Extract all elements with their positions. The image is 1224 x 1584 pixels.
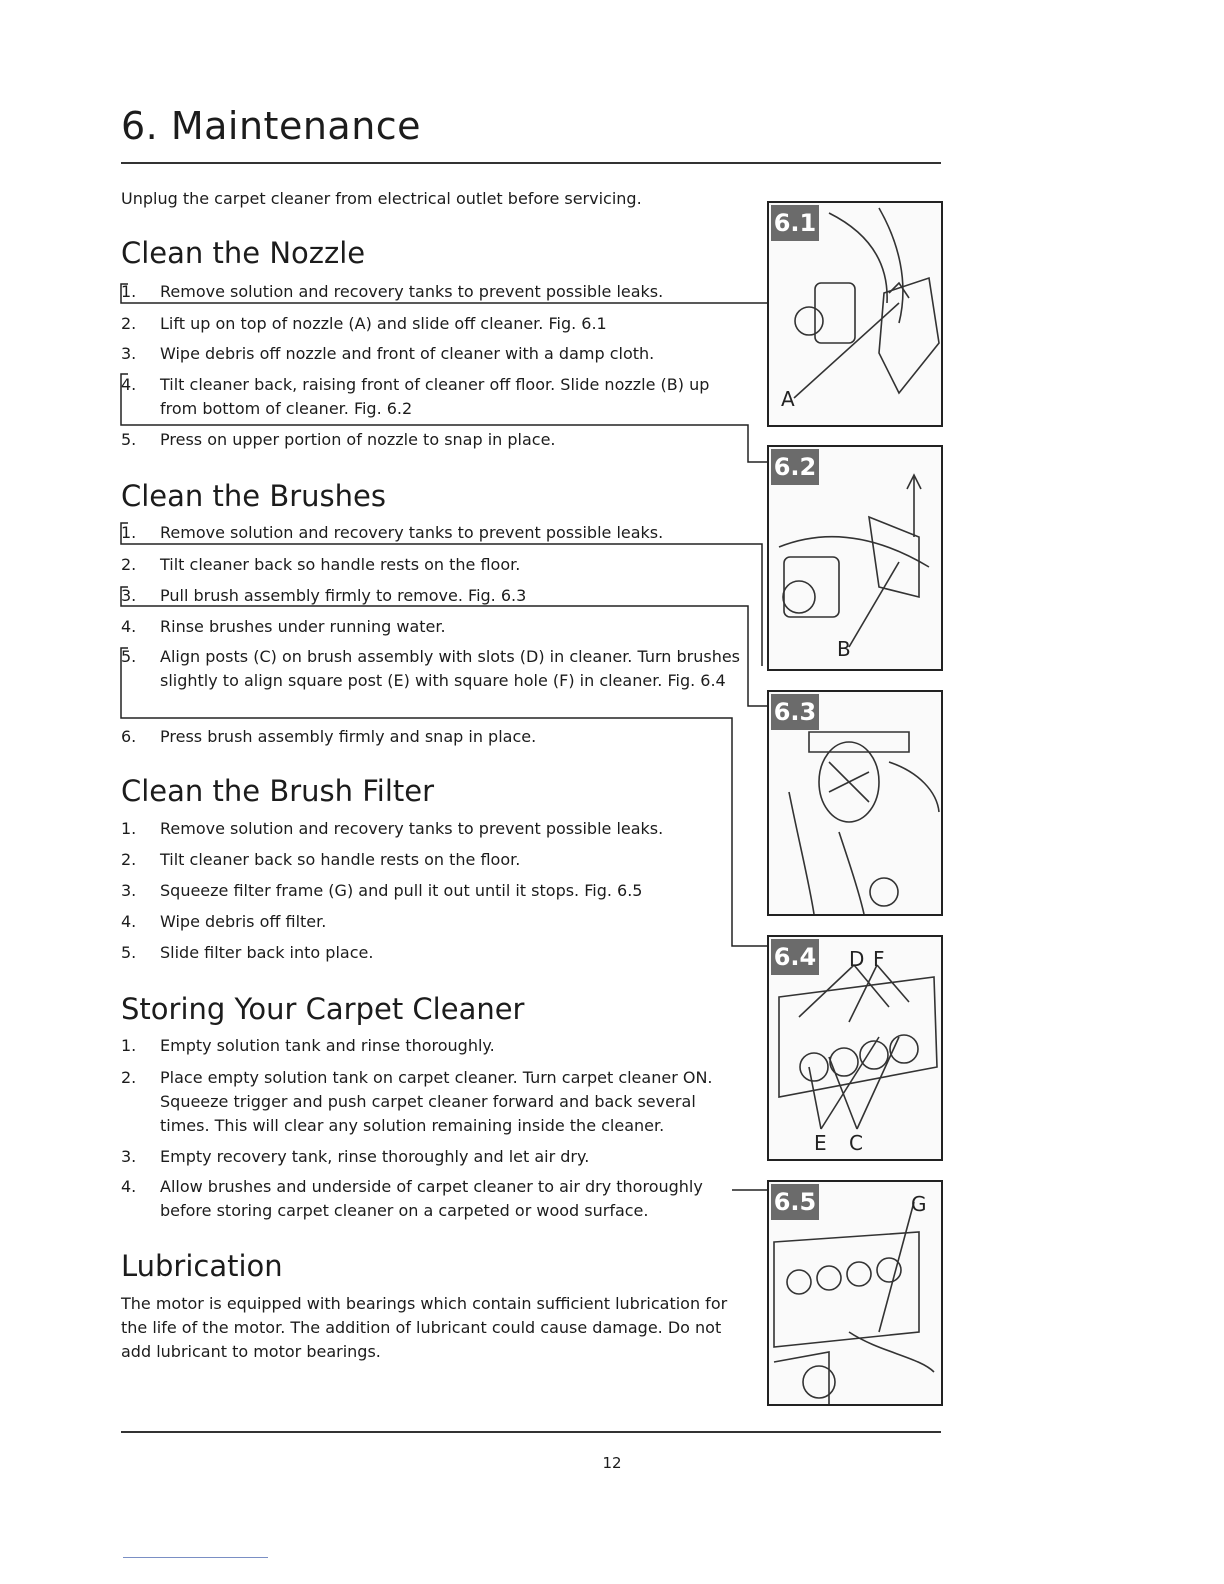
step-text: Squeeze filter frame (G) and pull it out until it stops. Fig. 6.5 [160,881,643,900]
figure-badge: 6.4 [771,939,819,975]
figure-badge: 6.3 [771,694,819,730]
figure-label: G [911,1192,927,1216]
step-text: Slide filter back into place. [160,943,374,962]
figure-6-2 [767,445,943,671]
step-number: 2. [121,314,137,333]
figure-badge: 6.2 [771,449,819,485]
figure-6-3 [767,690,943,916]
step-number: 1. [121,523,137,542]
figure-6-5 [767,1180,943,1406]
figure-label: A [781,387,795,411]
step-number: 2. [121,1068,137,1087]
step-number: 1. [121,819,137,838]
step-number: 4. [121,375,137,394]
step-text: Wipe debris off nozzle and front of cleaner with a damp cloth. [160,344,655,363]
step-number: 6. [121,727,137,746]
step-number: 3. [121,881,137,900]
step-number: 3. [121,1147,137,1166]
step-text: Remove solution and recovery tanks to prevent possible leaks. [160,523,664,542]
step-text: Press on upper portion of nozzle to snap in place. [160,430,556,449]
heading-clean-brush-filter: Clean the Brush Filter [121,774,435,808]
step-number: 5. [121,430,137,449]
step-number: 5. [121,647,137,666]
figure-badge: 6.1 [771,205,819,241]
step-number: 5. [121,943,137,962]
step-text: Wipe debris off filter. [160,912,327,931]
figure-badge: 6.5 [771,1184,819,1220]
intro-warning: Unplug the carpet cleaner from electrical outlet before servicing. [121,189,642,208]
step-text: Align posts (C) on brush assembly with slots (D) in cleaner. Turn brushes slightly to align square post (E) with square hole (F) in cleaner. Fig. 6.4 [160,647,741,690]
footnote-divider [123,1557,268,1558]
step-text: Empty solution tank and rinse thoroughly. [160,1036,495,1055]
step-number: 2. [121,555,137,574]
step-number: 4. [121,617,137,636]
figure-label: C [849,1131,863,1155]
step-number: 2. [121,850,137,869]
step-text: Pull brush assembly firmly to remove. Fig. 6.3 [160,586,527,605]
figure-6-1 [767,201,943,427]
footer-divider [121,1431,941,1433]
step-text: Empty recovery tank, rinse thoroughly and let air dry. [160,1147,590,1166]
lubrication-text: The motor is equipped with bearings which contain sufficient lubrication for the life of the motor. The addition of lubricant could cause damage. Do not add lubricant to motor bearings. [121,1294,728,1361]
heading-storing: Storing Your Carpet Cleaner [121,992,525,1026]
heading-clean-nozzle: Clean the Nozzle [121,236,366,270]
step-text: Remove solution and recovery tanks to prevent possible leaks. [160,282,664,301]
step-text: Tilt cleaner back so handle rests on the floor. [160,555,521,574]
step-number: 1. [121,282,137,301]
page-title: 6. Maintenance [121,104,422,148]
step-number: 1. [121,1036,137,1055]
figure-label: D [849,947,865,971]
step-text: Press brush assembly firmly and snap in place. [160,727,537,746]
step-text: Rinse brushes under running water. [160,617,446,636]
step-number: 3. [121,344,137,363]
step-text: Place empty solution tank on carpet cleaner. Turn carpet cleaner ON. Squeeze trigger and push carpet cleaner forward and back several times. This will clear any solution remaining inside the cleaner. [160,1068,713,1135]
step-text: Tilt cleaner back so handle rests on the floor. [160,850,521,869]
step-text: Tilt cleaner back, raising front of cleaner off floor. Slide nozzle (B) up from bottom of cleaner. Fig. 6.2 [160,375,710,418]
figure-label: E [814,1131,827,1155]
step-text: Allow brushes and underside of carpet cleaner to air dry thoroughly before storing carpet cleaner on a carpeted or wood surface. [160,1177,703,1220]
brush-removal-illustration [769,692,941,914]
step-number: 3. [121,586,137,605]
cleaner-tilted-illustration [769,447,941,669]
heading-lubrication: Lubrication [121,1249,283,1283]
page-number: 12 [602,1454,622,1472]
step-number: 4. [121,912,137,931]
figure-label: F [873,947,885,971]
figure-6-4 [767,935,943,1161]
step-text: Lift up on top of nozzle (A) and slide off cleaner. Fig. 6.1 [160,314,607,333]
figure-label: B [837,637,851,661]
heading-clean-brushes: Clean the Brushes [121,479,386,513]
step-text: Remove solution and recovery tanks to prevent possible leaks. [160,819,664,838]
step-number: 4. [121,1177,137,1196]
